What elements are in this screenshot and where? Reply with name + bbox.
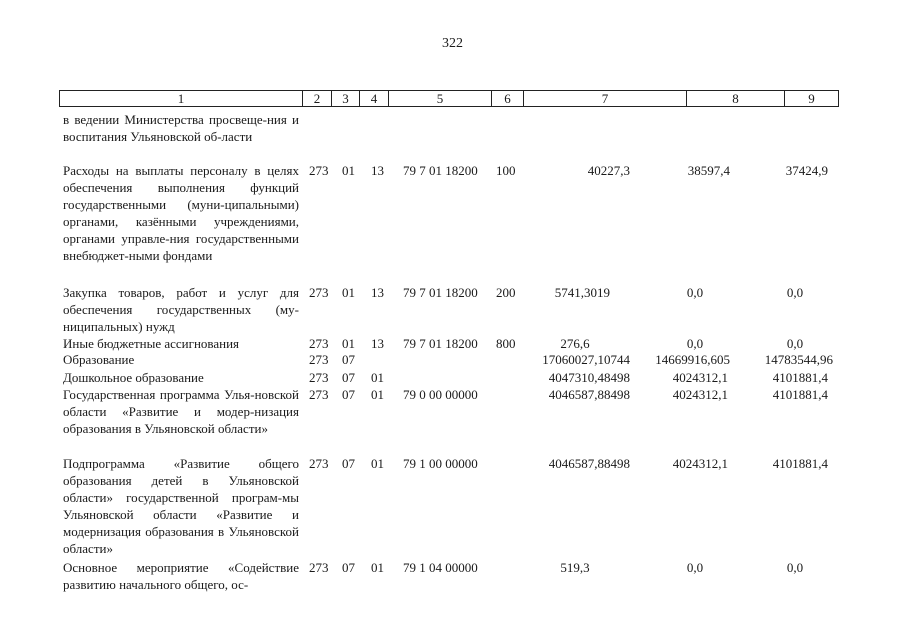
- page-number: 322: [442, 36, 463, 51]
- header-col-5: 5: [389, 91, 492, 106]
- table-header-row: [59, 90, 839, 107]
- row-description: Дошкольное образование: [63, 370, 204, 385]
- row-description: Образование: [63, 352, 135, 367]
- row-value-col8: 4024312,1: [672, 387, 728, 402]
- row-value-col9: 37424,9: [785, 163, 828, 178]
- row-value-col8: 4024312,1: [672, 370, 728, 385]
- row-code-grbs: 273: [309, 370, 329, 385]
- row-code-grbs: 273: [309, 456, 329, 471]
- row-description: Закупка товаров, работ и услуг для обеспечения государственных (му-ниципальных) нужд: [63, 285, 299, 334]
- row-value-col9: 0,0: [786, 560, 804, 575]
- row-code-subsection: 13: [371, 285, 384, 300]
- row-code-target: 79 7 01 18200: [403, 336, 478, 351]
- row-value-col9: 4101881,4: [772, 387, 828, 402]
- header-col-3: 3: [332, 91, 360, 106]
- row-code-section: 07: [342, 560, 355, 575]
- row-code-expense-type: 200: [496, 285, 516, 300]
- row-value-col9: 4101881,4: [772, 370, 828, 385]
- row-value-col9: 14783544,96: [764, 352, 833, 367]
- row-code-subsection: 13: [371, 163, 384, 178]
- row-code-subsection: 01: [371, 387, 384, 402]
- row-value-col8: 14669916,605: [655, 352, 730, 367]
- row-value-col7: 40227,3: [587, 163, 630, 178]
- row-code-subsection: 01: [371, 456, 384, 471]
- row-code-target: 79 1 00 00000: [403, 456, 478, 471]
- row-description: Подпрограмма «Развитие общего образования детей в Ульяновской области» государственной програм-мы Ульяновской области «Развитие и модернизация образования в Ульяновской области»: [63, 456, 299, 556]
- row-code-grbs: 273: [309, 560, 329, 575]
- row-code-subsection: 13: [371, 336, 384, 351]
- row-code-section: 07: [342, 387, 355, 402]
- row-code-expense-type: 800: [496, 336, 516, 351]
- row-code-section: 01: [342, 336, 355, 351]
- row-value-col9: 0,0: [786, 285, 804, 300]
- row-description: Основное мероприятие «Содействие развитию начального общего, ос-: [63, 560, 299, 592]
- row-code-section: 07: [342, 370, 355, 385]
- header-col-4: 4: [360, 91, 389, 106]
- header-col-2: 2: [303, 91, 332, 106]
- row-code-target: 79 1 04 00000: [403, 560, 478, 575]
- header-col-9: 9: [808, 91, 815, 106]
- row-code-subsection: 01: [371, 370, 384, 385]
- header-col-8: 8: [687, 91, 785, 106]
- header-col-1: 1: [60, 91, 303, 106]
- row-value-col7: 4046587,88498: [548, 456, 630, 471]
- row-code-grbs: 273: [309, 387, 329, 402]
- row-description: в ведении Министерства просвеще-ния и воспитания Ульяновской об-ласти: [63, 112, 299, 144]
- row-code-section: 01: [342, 285, 355, 300]
- row-code-target: 79 0 00 00000: [403, 387, 478, 402]
- row-code-grbs: 273: [309, 163, 329, 178]
- row-value-col7: 5741,3019: [554, 285, 610, 300]
- row-description: Иные бюджетные ассигнования: [63, 336, 240, 351]
- row-description: Государственная программа Улья-новской области «Развитие и модер-низация образования в Ульяновской области»: [63, 387, 299, 436]
- row-value-col8: 38597,4: [687, 163, 730, 178]
- row-description: Расходы на выплаты персоналу в целях обеспечения выполнения функций государственными (муни-ципальными) органами, казёнными учреждениями, органами управле-ния государственными внебюджет-ными фондами: [63, 163, 299, 263]
- row-value-col7: 17060027,10744: [542, 352, 630, 367]
- row-code-grbs: 273: [309, 285, 329, 300]
- row-code-section: 07: [342, 456, 355, 471]
- row-value-col8: 0,0: [686, 285, 704, 300]
- row-code-grbs: 273: [309, 352, 329, 367]
- row-value-col7: 4047310,48498: [548, 370, 630, 385]
- header-col-6: 6: [492, 91, 524, 106]
- row-value-col7: 4046587,88498: [548, 387, 630, 402]
- row-value-col8: 4024312,1: [672, 456, 728, 471]
- header-col-7: 7: [524, 91, 687, 106]
- row-code-expense-type: 100: [496, 163, 516, 178]
- row-value-col7: 276,6: [560, 336, 590, 351]
- row-value-col9: 4101881,4: [772, 456, 828, 471]
- row-value-col9: 0,0: [786, 336, 804, 351]
- row-code-target: 79 7 01 18200: [403, 285, 478, 300]
- row-value-col7: 519,3: [560, 560, 590, 575]
- row-value-col8: 0,0: [686, 560, 704, 575]
- row-code-subsection: 01: [371, 560, 384, 575]
- row-code-grbs: 273: [309, 336, 329, 351]
- row-value-col8: 0,0: [686, 336, 704, 351]
- row-code-section: 01: [342, 163, 355, 178]
- row-code-section: 07: [342, 352, 355, 367]
- row-code-target: 79 7 01 18200: [403, 163, 478, 178]
